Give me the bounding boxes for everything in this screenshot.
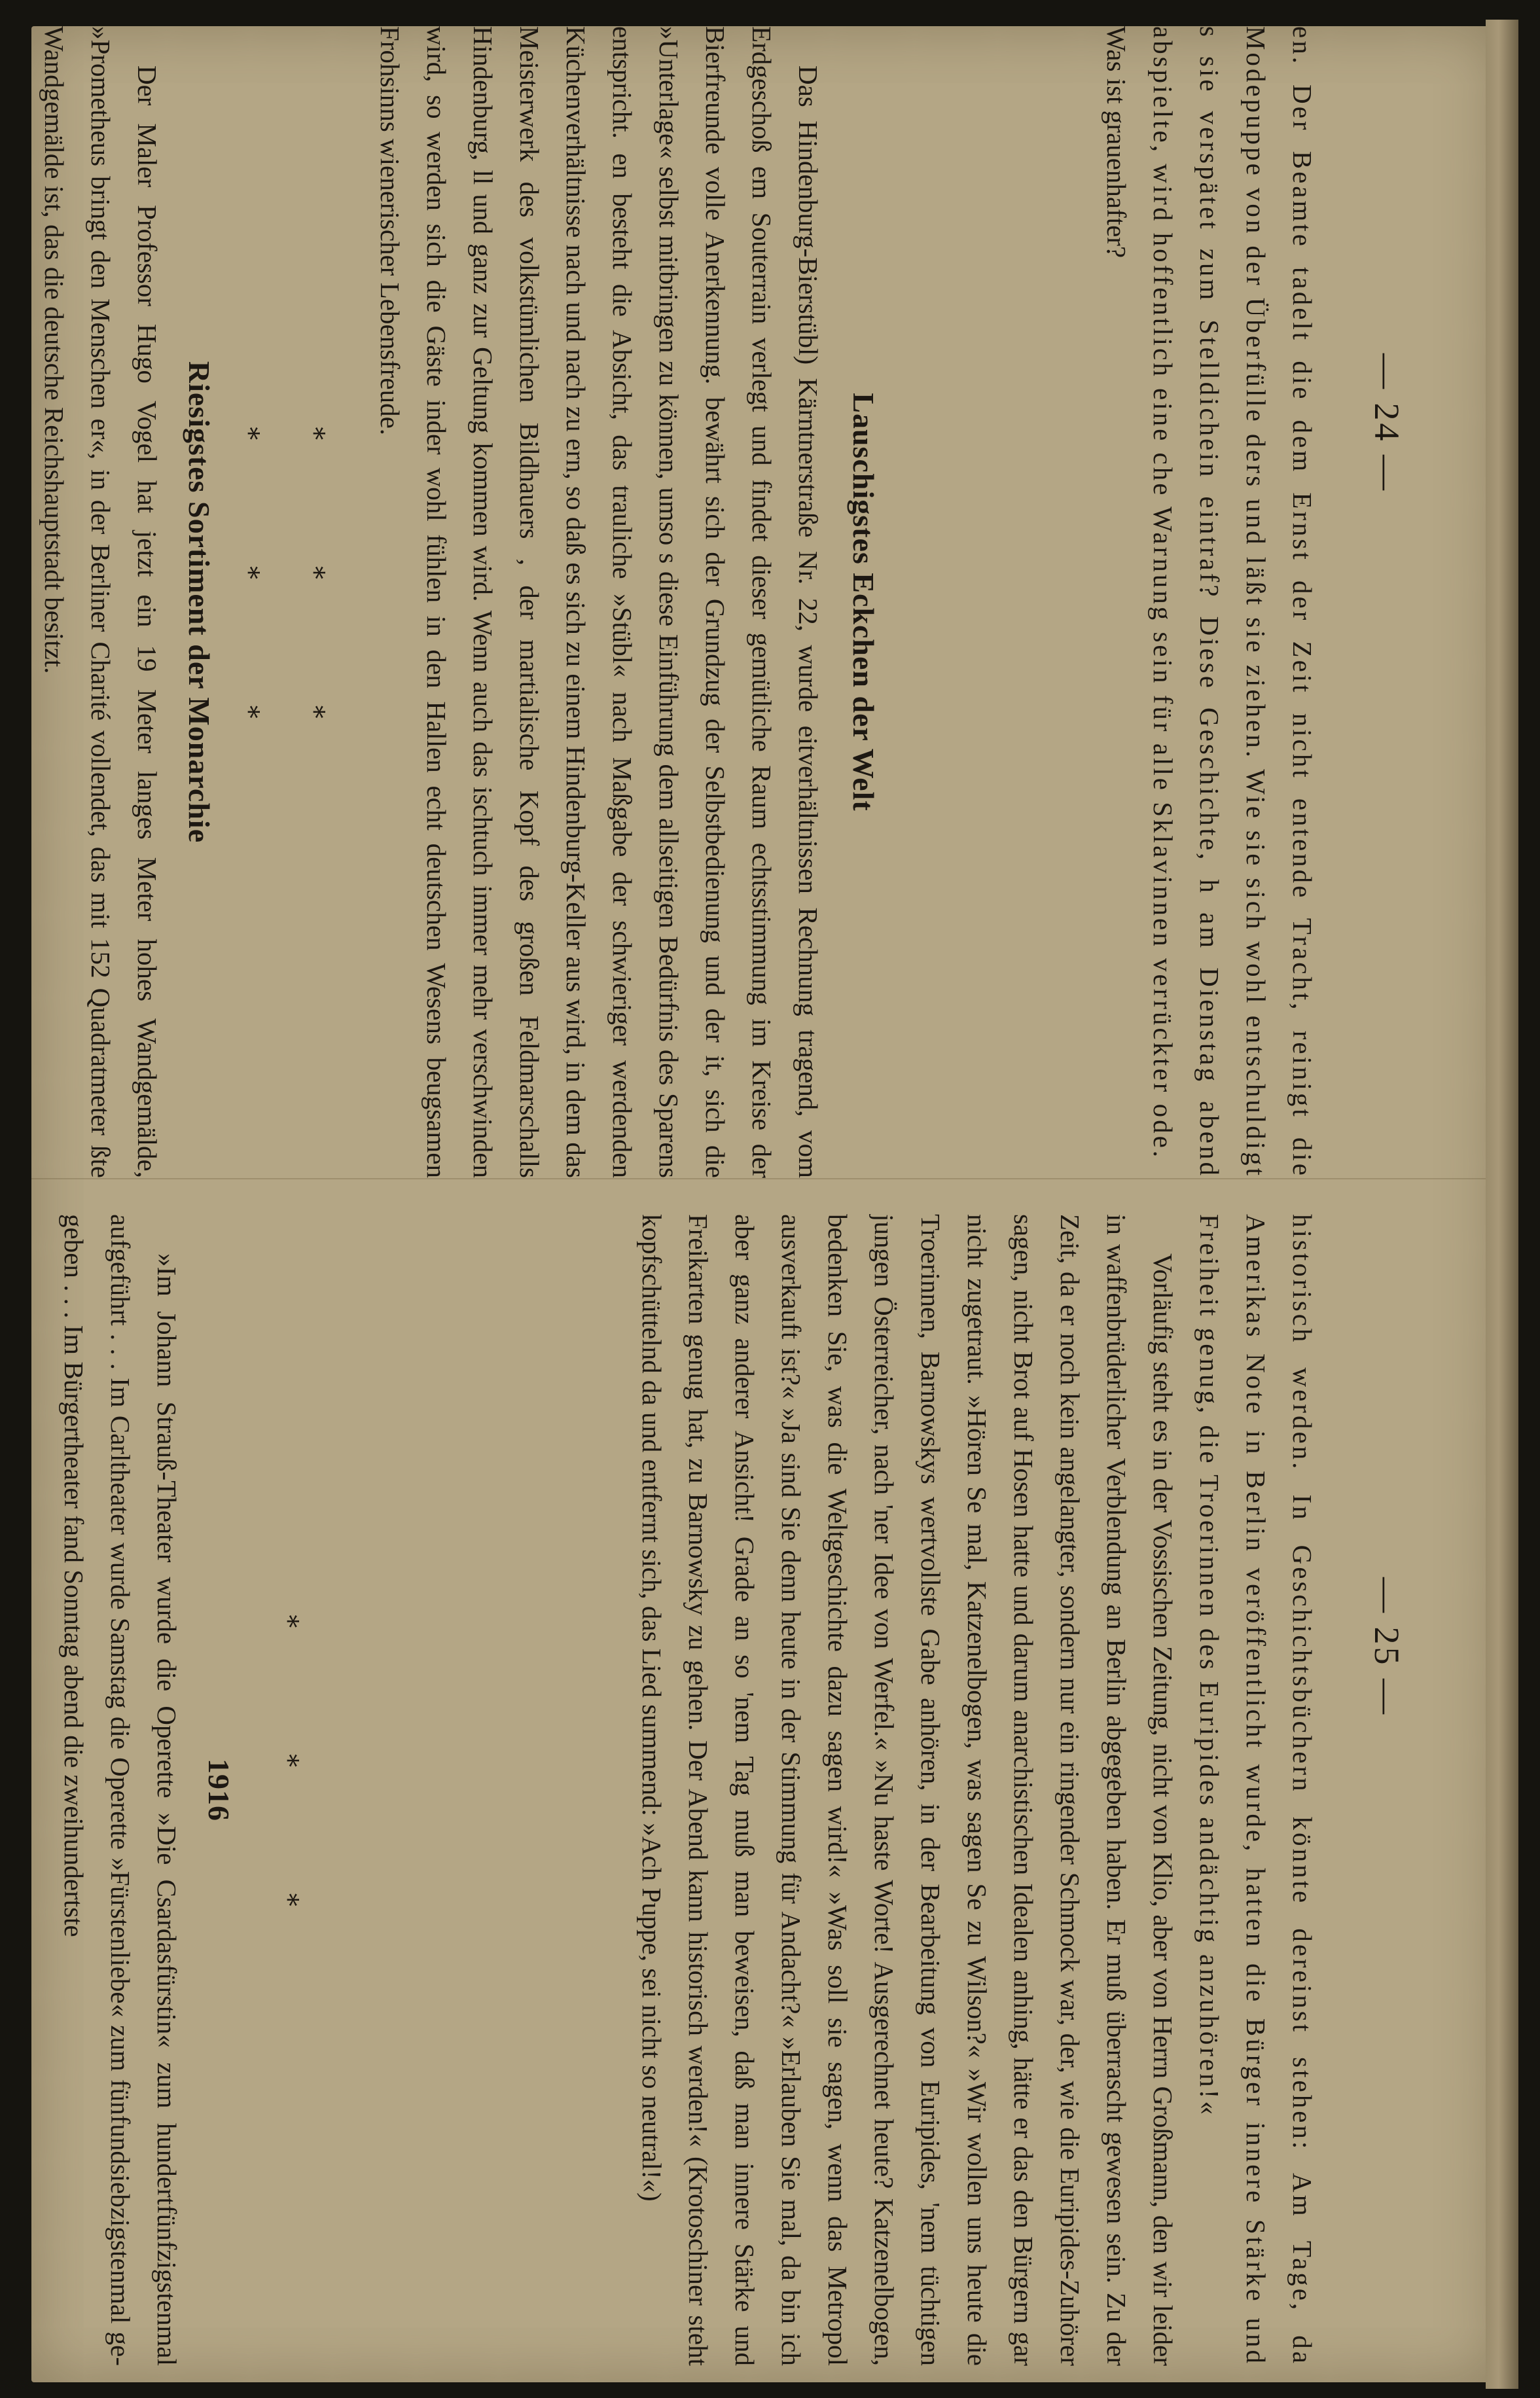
page-number-left: — 24 — (1367, 353, 1406, 493)
left-page-column-a-top (946, 26, 1325, 1178)
paragraph: Vorläufig steht es in der Vossischen Zeitung, nicht von Klio, aber von Herrn Großmann, den wir leider in waffenbrüderlicher Verblendung an Berlin abgegeben haben. Er muß überrascht gewesen sein. Zu der Zeit, da er noch kein angelangter, sondern nur ein ringender Schmock war, der, wie die Euripides-Zuhörer sagen, nicht Brot auf Hosen hatte und darum anarchistischen Idealen anhing, hätte er das den Bürgern gar nicht zugetraut. »Hören Se mal, Katzenelbogen, was sagen Se zu Wilson?« »Wir wollen uns heute die Troerinnen, Barnowskys wertvollste Gabe anhören, in der Bearbeitung von Euripides, 'nem tüchtigen jungen Österreicher, nach 'ner Idee von Werfel.« »Nu haste Worte! Ausgerechnet heute? Katzenelbogen, bedenken Sie, was die Weltgeschichte dazu sagen wird!« »Was soll sie sagen, wenn das Metropol ausverkauft ist?« »Ja sind Sie denn heute in der Stimmung für Andacht?« »Erlauben Sie mal, da bin ich aber ganz anderer Ansicht! Grade an so 'nem Tag muß man beweisen, daß man innere Stärke und Freikarten genug hat, zu Barnowsky zu gehen. Der Abend kann historisch werden!« (Krotoschiner steht kopfschüttelnd da und entfernt sich, das Lied summend: »Ach Puppe, sei nicht so neutral!«) (637, 1214, 1178, 2366)
paragraph: »Im Johann Strauß-Theater wurde die Operette »Die Csardasfürstin« zum hundertfünfzigstenmal aufgeführt . . . Im Carltheater wurde Samstag die Operette »Fürstenliebe« zum fünfundsiebzigstenmal gegeben . . . Im Bürgertheater fand Sonntag abend die zweihundertste (59, 1214, 182, 2366)
rotated-spread (20, 0, 1479, 2398)
paragraph: Das Hindenburg-Bierstübl) Kärntnerstraße Nr. 22, wurde eitverhältnissen Rechnung tragend, vom Erdgeschoß em Souterrain verlegt und findet dieser gemütliche Raum echtsstimmung im Kreise der Bierfreunde volle Anerkennung. bewährt sich der Grundzug der Selbstbedienung und der it, sich die »Unterlage« selbst mitbringen zu können, umso s diese Einführung dem allseitigen Bedürfnis des Sparens entspricht. en besteht die Absicht, das trauliche »Stübl« nach Maßgabe der schwieriger werdenden Küchenverhältnisse nach und nach zu ern, so daß es sich zu einem Hindenburg-Keller aus wird, in dem das Meisterwerk des volkstümlichen Bildhauers , der martialische Kopf des großen Feldmarschalls Hindenburg, ll und ganz zur Geltung kommen wird. Wenn auch das ischtuch immer mehr verschwinden wird, so werden sich die Gäste inder wohl fühlen in den Hallen echt deutschen Wesens beugsamen Frohsinns wienerischer Lebensfreude. (375, 26, 823, 1178)
separator-stars: * * * (234, 427, 264, 778)
page-number-right: — 25 — (1367, 1577, 1406, 1717)
right-page-article-body (20, 1214, 190, 2366)
section-heading: Riesigstes Sortiment der Monarchie (183, 361, 216, 844)
right-page-column-a (324, 1214, 1325, 2366)
paragraph: historisch werden. In Geschichtsbüchern könnte dereinst stehen: Am Tage, da Amerikas Note in Berlin veröffentlicht wurde, hatten die Bürger innere Stärke und Freiheit genug, die Troerinnen des Euripides andächtig anzuhören!« (1194, 1214, 1317, 2366)
paragraph: Was ist grauenhafter? (1101, 26, 1132, 259)
paper-edge (1486, 20, 1518, 2389)
section-heading: Lauschigstes Eckchen der Welt (847, 393, 880, 812)
section-heading: 1916 (202, 1759, 236, 1821)
separator-stars: * * * (299, 427, 329, 778)
separator-stars: * * * (273, 1615, 303, 1965)
paragraph: en. Der Beamte tadelt die dem Ernst der Zeit nicht entende Tracht, reinigt die Modepuppe von der Überfülle ders und läßt sie ziehen. Wie sie sich wohl entschuldigt s sie verspätet zum Stelldichein eintraf? Diese Geschichte, h am Dienstag abend abspielte, wird hoffentlich eine che Warnung sein für alle Sklavinnen verrückter ode. (1148, 26, 1317, 1178)
left-page-article-body-b (20, 26, 170, 1178)
paragraph: Der Maler Professor Hugo Vogel hat jetzt ein 19 Meter langes Meter hohes Wandgemälde, »Prometheus bringt den Menschen er«, in der Berliner Charité vollendet, das mit 152 Quadratmeter ßte Wandgemälde ist, das die deutsche Reichshauptstadt besitzt. (39, 26, 162, 1178)
